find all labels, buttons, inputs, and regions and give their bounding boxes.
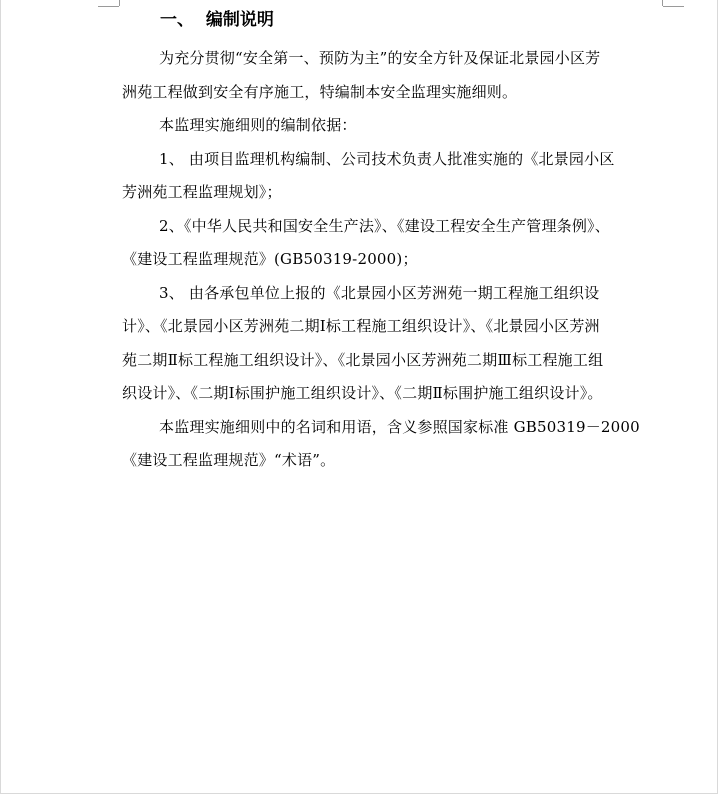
paragraph-purpose [122, 42, 667, 109]
crop-mark-top-left-horizontal [98, 6, 119, 7]
text-line: 洲苑工程做到安全有序施工，特编制本安全监理实施细则。 [122, 82, 518, 101]
text-line: 《建设工程监理规范》“术语”。 [122, 451, 336, 469]
text-line: 本监理实施细则中的名词和用语，含义参照国家标准 GB50319－2000 [159, 417, 640, 436]
crop-mark-top-left-vertical [119, 0, 120, 6]
text-line: 芳洲苑工程监理规划》； [122, 183, 282, 201]
text-line: 本监理实施细则的编制依据： [159, 116, 357, 134]
text-line: 计》、《北景园小区芳洲苑二期Ⅰ标工程施工组织设计》、《北景园小区芳洲 [122, 317, 600, 335]
paragraph-basis-item-1 [122, 143, 667, 210]
document-body [122, 8, 667, 478]
paragraph-terminology [122, 411, 667, 478]
text-line: 织设计》、《二期Ⅰ标围护施工组织设计》、《二期Ⅱ标围护施工组织设计》。 [122, 384, 603, 402]
text-line: 《建设工程监理规范》(GB50319-2000)； [122, 250, 418, 268]
crop-mark-top-right-horizontal [663, 6, 684, 7]
text-line: 2、《中华人民共和国安全生产法》、《建设工程安全生产管理条例》、 [159, 216, 610, 235]
text-line: 3、 由各承包单位上报的《北景园小区芳洲苑一期工程施工组织设 [159, 283, 600, 302]
paragraph-basis-item-2 [122, 210, 667, 277]
paragraph-basis-item-3 [122, 277, 667, 411]
text-line: 苑二期Ⅱ标工程施工组织设计》、《北景园小区芳洲苑二期Ⅲ标工程施工组 [122, 350, 604, 369]
paragraph-basis-intro [122, 109, 667, 143]
text-line: 1、 由项目监理机构编制、公司技术负责人批准实施的《北景园小区 [159, 149, 615, 168]
text-line: 为充分贯彻“安全第一、预防为主”的安全方针及保证北景园小区芳 [159, 49, 601, 67]
section-heading: 一、 编制说明 [160, 10, 274, 30]
